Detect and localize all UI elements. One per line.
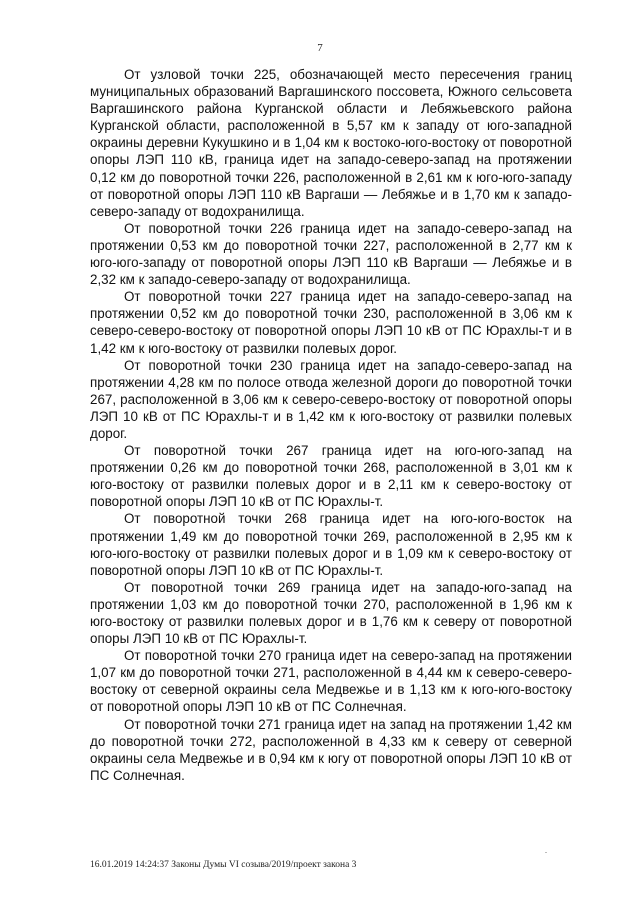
document-footer: 16.01.2019 14:24:37 Законы Думы VI созыва/2019/проект закона 3 [90,860,357,870]
paragraph-point-269: От поворотной точки 269 граница идет на западо-юго-запад на протяжении 1,03 км до поворотной точки 270, расположенной в 1,96 км к юго-востоку от развилки полевых дорог и в 1,76 км к северу от поворотной опоры ЛЭП 10 кВ от ПС Юрахлы-т. [90,579,572,647]
paragraph-point-225: От узловой точки 225, обозначающей место пересечения границ муниципальных образований Варгашинского поссовета, Южного сельсовета Варгашинского района Курганской области и Лебяжьевского района Курганской области, расположенной в 5,57 км к западу от юго-западной окраины деревни Кукушкино и в 1,04 км к востоко-юго-востоку от поворотной опоры ЛЭП 110 кВ, граница идет на западо-северо-запад на протяжении 0,12 км до поворотной точки 226, расположенной в 2,61 км к юго-юго-западу от поворотной опоры ЛЭП 110 кВ Варгаши — Лебяжье и в 1,70 км к западо-северо-западу от водохранилища. [90,67,572,219]
paragraph-point-230: От поворотной точки 230 граница идет на западо-северо-запад на протяжении 4,28 км по полосе отвода железной дороги до поворотной точки 267, расположенной в 3,06 км к северо-северо-востоку от поворотной опоры ЛЭП 10 кВ от ПС Юрахлы-т и в 1,42 км к юго-востоку от развилки полевых дорог. [90,357,572,441]
page-number: 7 [317,42,323,54]
paragraph-point-227: От поворотной точки 227 граница идет на западо-северо-запад на протяжении 0,52 км до поворотной точки 230, расположенной в 3,06 км к северо-северо-востоку от поворотной опоры ЛЭП 10 кВ от ПС Юрахлы-т и в 1,42 км к юго-востоку от развилки полевых дорог. [90,289,572,356]
paragraph-point-268: От поворотной точки 268 граница идет на юго-юго-восток на протяжении 1,49 км до поворотной точки 269, расположенной в 2,95 км к юго-юго-востоку от развилки полевых дорог и в 1,09 км к северо-востоку от поворотной опоры ЛЭП 10 кВ от ПС Юрахлы-т. [90,511,572,578]
document-body [90,66,572,784]
paragraph-point-271: От поворотной точки 271 граница идет на запад на протяжении 1,42 км до поворотной точки 272, расположенной в 4,33 км к северу от северной окраины села Медвежье и в 0,94 км к югу от поворотной опоры ЛЭП 10 кВ от ПС Солнечная. [90,716,572,783]
paragraph-point-267: От поворотной точки 267 граница идет на юго-юго-запад на протяжении 0,26 км до поворотной точки 268, расположенной в 3,01 км к юго-востоку от развилки полевых дорог и в 2,11 км к северо-востоку от поворотной опоры ЛЭП 10 кВ от ПС Юрахлы-т. [90,443,572,510]
paragraph-point-226: От поворотной точки 226 граница идет на западо-северо-запад на протяжении 0,53 км до поворотной точки 227, расположенной в 2,77 км к юго-юго-западу от поворотной опоры ЛЭП 110 кВ Варгаши — Лебяжье и в 2,32 км к западо-северо-западу от водохранилища. [90,220,572,288]
paragraph-point-270: От поворотной точки 270 граница идет на северо-запад на протяжении 1,07 км до поворотной точки 271, расположенной в 4,44 км к северо-северо-востоку от северной окраины села Медвежье и в 1,13 км к юго-юго-востоку от поворотной опоры ЛЭП 10 кВ от ПС Солнечная. [90,648,572,715]
scan-speck [545,852,547,853]
